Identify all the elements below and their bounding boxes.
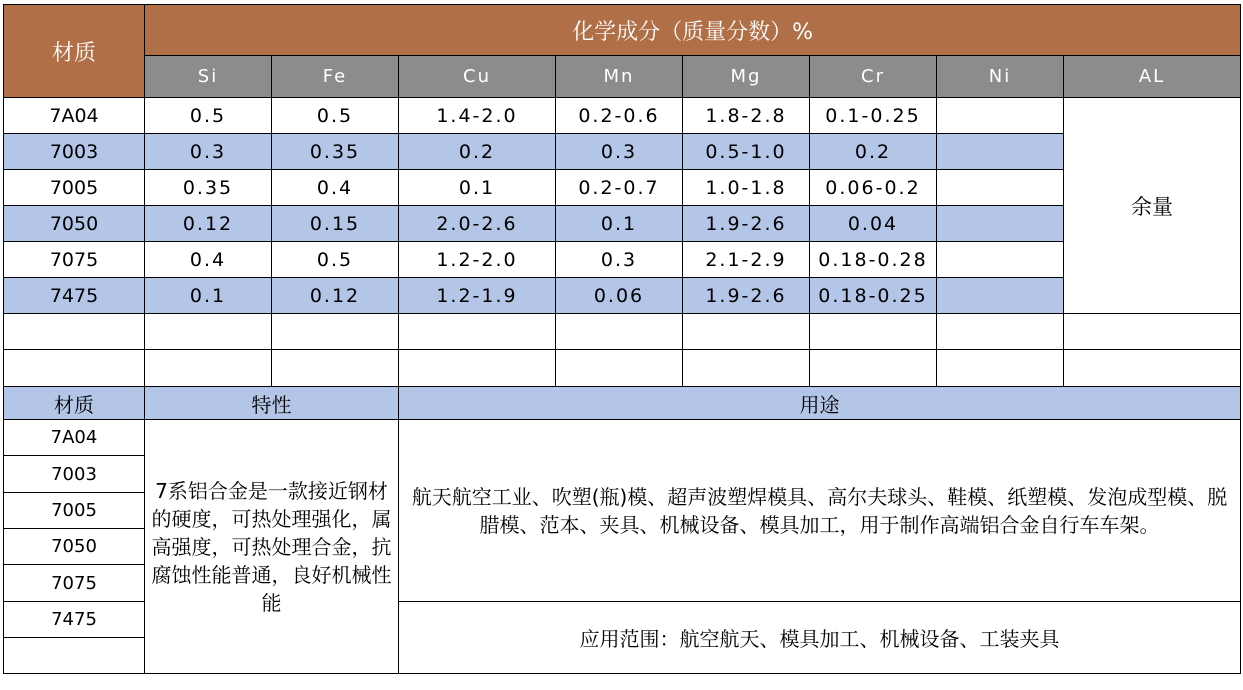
- cu-cell: 0.1: [399, 170, 556, 206]
- material-name: 7075: [4, 242, 145, 278]
- si-cell: 0.35: [145, 170, 272, 206]
- mn-cell: 0.1: [556, 206, 683, 242]
- section2-material: 7475: [4, 602, 145, 638]
- cr-cell: 0.1-0.25: [810, 98, 937, 134]
- table-row: [4, 134, 1241, 170]
- cu-cell: 1.2-2.0: [399, 242, 556, 278]
- section2-material-header: 材质: [4, 387, 145, 420]
- material-name: 7475: [4, 278, 145, 314]
- table-row: [4, 242, 1241, 278]
- mg-cell: 1.8-2.8: [683, 98, 810, 134]
- cu-cell: 1.2-1.9: [399, 278, 556, 314]
- table-row: [4, 206, 1241, 242]
- material-name: 7005: [4, 170, 145, 206]
- ni-cell: [937, 242, 1064, 278]
- cr-cell: 0.2: [810, 134, 937, 170]
- cr-cell: 0.18-0.25: [810, 278, 937, 314]
- cu-cell: 1.4-2.0: [399, 98, 556, 134]
- section2-material: 7003: [4, 456, 145, 493]
- element-header-al: AL: [1064, 56, 1241, 98]
- section2-empty-cell: [4, 638, 145, 674]
- si-cell: 0.3: [145, 134, 272, 170]
- mn-cell: 0.2-0.6: [556, 98, 683, 134]
- mg-cell: 1.9-2.6: [683, 206, 810, 242]
- fe-cell: 0.12: [272, 278, 399, 314]
- fe-cell: 0.35: [272, 134, 399, 170]
- si-cell: 0.12: [145, 206, 272, 242]
- material-name: 7003: [4, 134, 145, 170]
- empty-row: [4, 350, 1241, 387]
- properties-text: 7系铝合金是一款接近钢材的硬度，可热处理强化，属高强度，可热处理合金，抗腐蚀性能普通，良好机械性能: [145, 420, 399, 674]
- section2-material: 7050: [4, 529, 145, 565]
- cr-cell: 0.06-0.2: [810, 170, 937, 206]
- element-header-cr: Cr: [810, 56, 937, 98]
- uses-header: 用途: [399, 387, 1241, 420]
- ni-cell: [937, 134, 1064, 170]
- element-header-ni: Ni: [937, 56, 1064, 98]
- table-row: [4, 170, 1241, 206]
- ni-cell: [937, 98, 1064, 134]
- ni-cell: [937, 278, 1064, 314]
- composition-title: 化学成分（质量分数）%: [145, 5, 1241, 56]
- ni-cell: [937, 206, 1064, 242]
- section2-material: 7A04: [4, 420, 145, 456]
- element-header-fe: Fe: [272, 56, 399, 98]
- cu-cell: 2.0-2.6: [399, 206, 556, 242]
- table-row: [4, 278, 1241, 314]
- element-header-mg: Mg: [683, 56, 810, 98]
- mg-cell: 1.9-2.6: [683, 278, 810, 314]
- fe-cell: 0.5: [272, 98, 399, 134]
- element-header-cu: Cu: [399, 56, 556, 98]
- material-name: 7A04: [4, 98, 145, 134]
- si-cell: 0.5: [145, 98, 272, 134]
- si-cell: 0.1: [145, 278, 272, 314]
- mn-cell: 0.2-0.7: [556, 170, 683, 206]
- properties-header: 特性: [145, 387, 399, 420]
- section2-material: 7005: [4, 493, 145, 529]
- element-header-si: Si: [145, 56, 272, 98]
- fe-cell: 0.15: [272, 206, 399, 242]
- cu-cell: 0.2: [399, 134, 556, 170]
- application-range: 应用范围：航空航天、模具加工、机械设备、工装夹具: [399, 602, 1241, 674]
- material-name: 7050: [4, 206, 145, 242]
- uses-text: 航天航空工业、吹塑(瓶)模、超声波塑焊模具、高尔夫球头、鞋模、纸塑模、发泡成型模、脱腊模、范本、夹具、机械设备、模具加工，用于制作高端铝合金自行车车架。: [399, 420, 1241, 602]
- ni-cell: [937, 170, 1064, 206]
- mn-cell: 0.06: [556, 278, 683, 314]
- mg-cell: 1.0-1.8: [683, 170, 810, 206]
- mn-cell: 0.3: [556, 242, 683, 278]
- fe-cell: 0.4: [272, 170, 399, 206]
- material-header: 材质: [4, 5, 145, 98]
- mg-cell: 2.1-2.9: [683, 242, 810, 278]
- mg-cell: 0.5-1.0: [683, 134, 810, 170]
- alloy-composition-table: [3, 4, 1241, 674]
- table-row: [4, 98, 1241, 134]
- mn-cell: 0.3: [556, 134, 683, 170]
- section2-material: 7075: [4, 565, 145, 602]
- element-header-mn: Mn: [556, 56, 683, 98]
- cr-cell: 0.04: [810, 206, 937, 242]
- fe-cell: 0.5: [272, 242, 399, 278]
- empty-row: [4, 314, 1241, 350]
- si-cell: 0.4: [145, 242, 272, 278]
- cr-cell: 0.18-0.28: [810, 242, 937, 278]
- al-balance-cell: 余量: [1064, 98, 1241, 314]
